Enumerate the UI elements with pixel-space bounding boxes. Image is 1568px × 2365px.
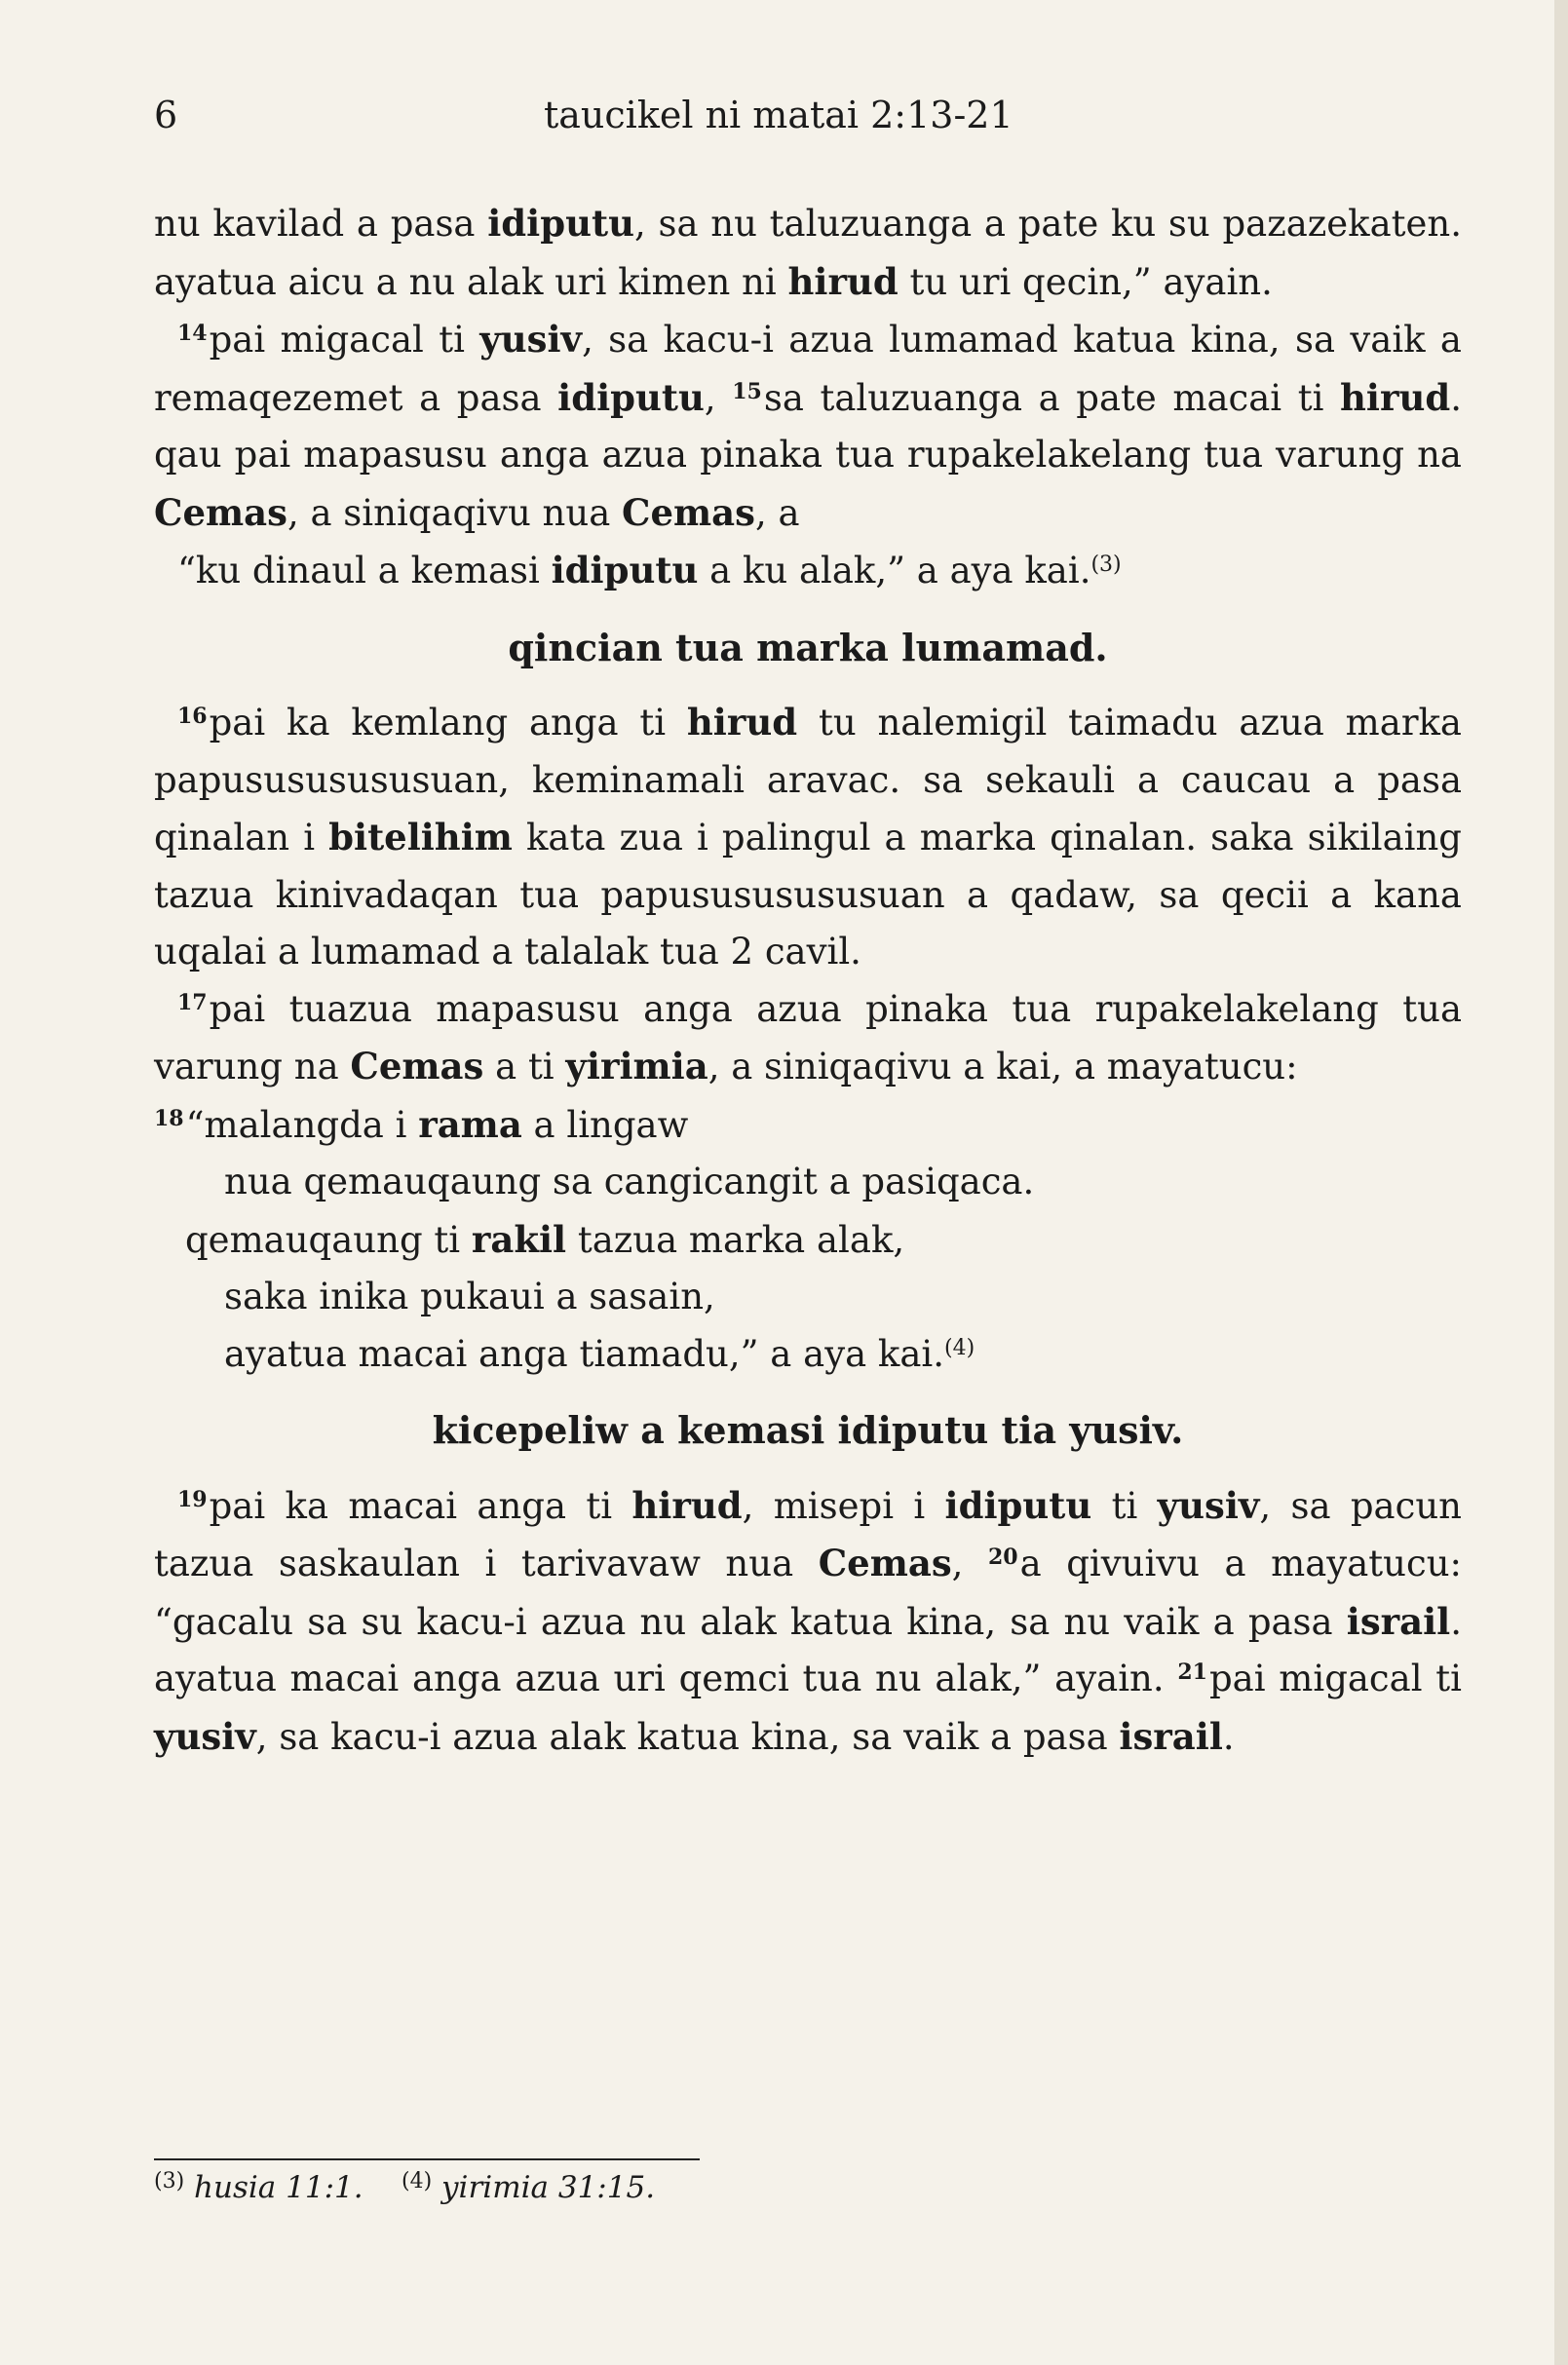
verse-number: 20 [987, 1545, 1018, 1570]
bold-term: yusiv [154, 1714, 256, 1758]
bold-term: Cemas [154, 490, 287, 534]
text-run: ayatua macai anga tiamadu,” a aya kai. [224, 1332, 944, 1375]
verse-number: 17 [177, 989, 208, 1015]
bold-term: israil [1119, 1714, 1223, 1758]
bold-term: bitelihim [328, 816, 513, 858]
paragraph [154, 1477, 1462, 1767]
bold-term: hirud [631, 1483, 743, 1527]
footnote-marker[interactable]: (3) [1090, 553, 1122, 577]
running-head: taucikel ni matai 2:13-21 [544, 94, 1013, 136]
poetry-line [154, 1211, 1462, 1270]
footnote-divider [154, 2158, 700, 2160]
bold-term: yusiv [479, 318, 583, 361]
text-run: a ku alak,” a aya kai. [698, 550, 1091, 591]
bold-term: idiputu [944, 1483, 1092, 1527]
verse-number: 19 [177, 1486, 208, 1512]
text-run: ti [1091, 1484, 1158, 1527]
bold-term: hirud [1340, 375, 1451, 419]
text-run: , sa kacu-i azua alak katua kina, sa vaik a pasa [255, 1715, 1120, 1758]
text-run: , misepi i [742, 1484, 945, 1527]
bold-term: Cemas [622, 490, 755, 534]
footnote-reference[interactable]: yirimia 31:15. [441, 2170, 656, 2205]
footnote-marker: (4) [402, 2169, 433, 2193]
text-run: , [704, 376, 733, 419]
text-run: pai ka macai anga ti [209, 1484, 632, 1527]
text-run: , sa nu taluzuanga a pate ku su pazazekaten. ayatua aicu a nu alak uri kimen ni [154, 203, 1462, 303]
bold-term: hirud [787, 259, 899, 303]
verse-number: 21 [1177, 1659, 1207, 1685]
bold-term: idiputu [487, 202, 634, 245]
section-heading: kicepeliw a kemasi idiputu tia yusiv. [432, 1408, 1184, 1452]
text-run: qemauqaung ti [185, 1218, 472, 1261]
text-run: , a siniqaqivu nua [287, 491, 623, 534]
bold-term: israil [1346, 1599, 1451, 1643]
text-run: kata zua i palingul a marka qinalan. saka sikilaing tazua kinivadaqan tua papusususususuan a qadaw, sa qecii a kana uqalai a lumamad a talalak tua 2 cavil. [154, 817, 1462, 973]
bold-term: hirud [686, 701, 798, 744]
bold-term: rakil [471, 1217, 567, 1261]
verse-number: 15 [732, 378, 762, 404]
bold-term: idiputu [557, 375, 705, 419]
poetry-block [154, 1096, 1462, 1384]
text-run: pai migacal ti [1208, 1658, 1462, 1699]
text-run: , sa pacun tazua saskaulan i tarivavaw nua [154, 1484, 1462, 1584]
paragraph [154, 542, 1462, 600]
verse-number: 16 [177, 704, 208, 729]
bold-term: yusiv [1157, 1483, 1260, 1527]
text-run: . [1222, 1715, 1235, 1758]
text-run: , [951, 1543, 988, 1584]
text-run: , a [754, 491, 800, 534]
paragraph [154, 195, 1462, 311]
text-run: “ku dinaul a kemasi [177, 550, 552, 591]
footnote-marker: (3) [154, 2169, 185, 2193]
text-run: a ti [483, 1046, 566, 1087]
page-header [154, 94, 1460, 152]
text-run: nu kavilad a pasa [154, 203, 488, 245]
text-run: a qivuivu a mayatucu: “gacalu sa su kacu-i azua nu alak katua kina, sa nu vaik a pasa [154, 1543, 1462, 1643]
paragraph [154, 981, 1462, 1096]
poetry-line [154, 1326, 1462, 1384]
text-run: pai tuazua mapasusu anga azua pinaka tua rupakelakelang tua varung na [154, 987, 1462, 1087]
bold-term: yirimia [565, 1045, 708, 1087]
section-heading: qincian tua marka lumamad. [508, 625, 1108, 669]
footnote-reference[interactable]: husia 11:1. [194, 2170, 363, 2205]
verse-number: 14 [177, 321, 208, 346]
text-run: tu nalemigil taimadu azua marka papusususususuan, keminamali aravac. sa sekauli a caucau a pasa qinalan i [154, 702, 1462, 858]
bold-term: rama [418, 1102, 522, 1146]
text-run: pai ka kemlang anga ti [209, 702, 687, 744]
verse-number: 18 [154, 1105, 184, 1131]
bold-term: Cemas [350, 1045, 484, 1087]
text-run: tazua marka alak, [566, 1218, 905, 1261]
footnotes [154, 2169, 655, 2205]
page-edge [1554, 0, 1568, 2365]
page-number: 6 [154, 94, 178, 136]
text-run: pai migacal ti [209, 319, 480, 361]
paragraph [154, 311, 1462, 542]
footnote-marker[interactable]: (4) [944, 1335, 975, 1360]
poetry-line: saka inika pukaui a sasain, [224, 1276, 715, 1317]
text-run: a lingaw [521, 1103, 689, 1146]
paragraph [154, 694, 1462, 981]
text-run: sa taluzuanga a pate macai ti [763, 376, 1340, 419]
bold-term: Cemas [818, 1542, 952, 1584]
text-run: . qau pai mapasusu anga azua pinaka tua rupakelakelang tua varung na [154, 376, 1462, 476]
body-text [154, 195, 1462, 1766]
bold-term: idiputu [551, 549, 699, 591]
text-run: , sa kacu-i azua lumamad katua kina, sa vaik a remaqezemet a pasa [154, 319, 1462, 419]
text-run: “malangda i [185, 1103, 419, 1146]
text-run: , a siniqaqivu a kai, a mayatucu: [708, 1046, 1298, 1087]
text-run: . ayatua macai anga azua uri qemci tua nu alak,” ayain. [154, 1600, 1462, 1699]
poetry-line [154, 1096, 1462, 1155]
poetry-line: nua qemauqaung sa cangicangit a pasiqaca. [224, 1161, 1035, 1202]
text-run: tu uri qecin,” ayain. [898, 260, 1273, 303]
